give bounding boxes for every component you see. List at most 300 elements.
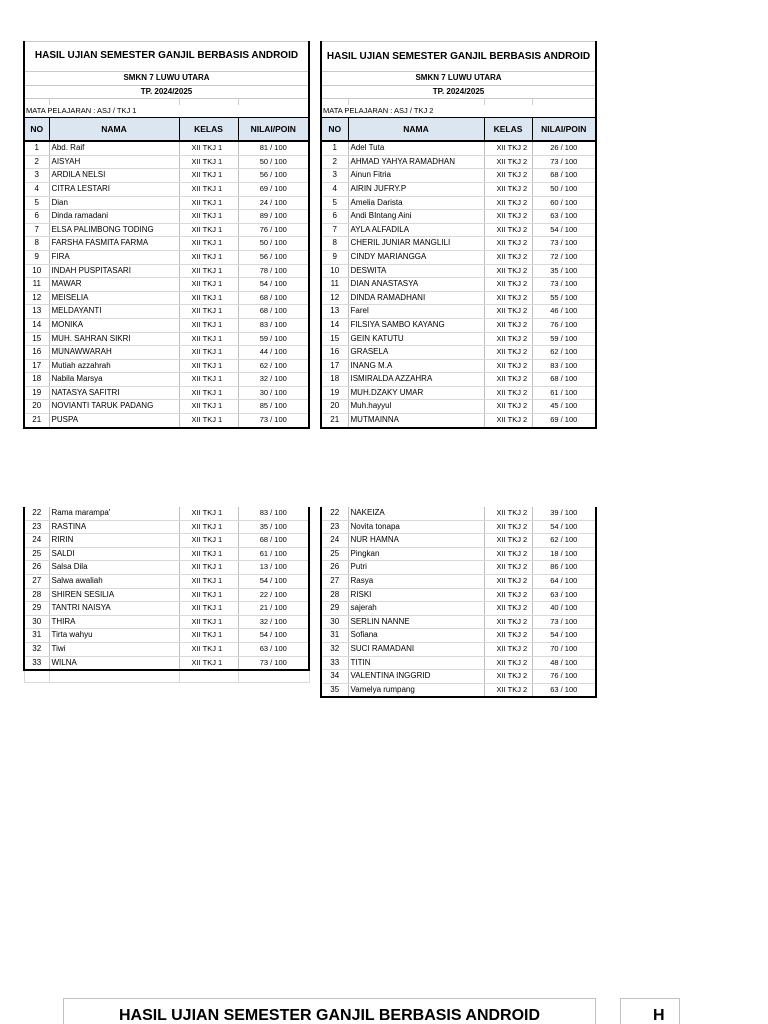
student-no: 4 [321,182,348,196]
student-class: XII TKJ 1 [179,169,238,183]
table-row [24,169,309,183]
student-class: XII TKJ 2 [484,629,532,643]
student-no: 21 [321,414,348,428]
student-score: 61 / 100 [532,386,596,400]
student-score: 85 / 100 [238,400,309,414]
student-name: FILSIYA SAMBO KAYANG [348,318,484,332]
student-no: 24 [321,534,348,548]
student-class: XII TKJ 1 [179,318,238,332]
student-no: 1 [24,141,49,155]
student-name: NOVIANTI TARUK PADANG [49,400,179,414]
student-name: ISMIRALDA AZZAHRA [348,373,484,387]
student-no: 4 [24,182,49,196]
student-name: Rasya [348,574,484,588]
student-no: 29 [24,602,49,616]
student-no: 7 [321,223,348,237]
student-name: SERLIN NANNE [348,615,484,629]
student-name: VALENTINA INGGRID [348,670,484,684]
table-row [24,291,309,305]
student-name: Nabila Marsya [49,373,179,387]
student-score: 69 / 100 [532,414,596,428]
subject-label: MATA PELAJARAN : ASJ / TKJ 1 [24,105,309,118]
student-no: 30 [321,615,348,629]
student-no: 35 [321,683,348,697]
table-row [24,400,309,414]
student-name: Adel Tuta [348,141,484,155]
student-class: XII TKJ 1 [179,305,238,319]
student-name: Ainun Fitria [348,169,484,183]
student-name: NAKEIZA [348,507,484,520]
student-name: Dinda ramadani [49,210,179,224]
student-score: 40 / 100 [532,602,596,616]
school-name: SMKN 7 LUWU UTARA [321,72,596,86]
student-no: 8 [321,237,348,251]
table-row [321,318,596,332]
student-no: 29 [321,602,348,616]
student-name: MELDAYANTI [49,305,179,319]
school-year: TP. 2024/2025 [321,85,596,99]
student-score: 63 / 100 [532,210,596,224]
student-name: INDAH PUSPITASARI [49,264,179,278]
student-class: XII TKJ 2 [484,250,532,264]
student-class: XII TKJ 1 [179,250,238,264]
student-score: 59 / 100 [238,332,309,346]
student-name: WILNA [49,656,179,670]
student-no: 11 [321,278,348,292]
student-name: MUNAWWARAH [49,346,179,360]
student-name: THIRA [49,615,179,629]
student-class: XII TKJ 2 [484,196,532,210]
student-class: XII TKJ 2 [484,615,532,629]
student-score: 63 / 100 [532,588,596,602]
table-row [321,373,596,387]
student-score: 73 / 100 [238,414,309,428]
student-class: XII TKJ 2 [484,602,532,616]
student-name: SUCI RAMADANI [348,642,484,656]
student-name: AHMAD YAHYA RAMADHAN [348,155,484,169]
table-row [24,210,309,224]
student-no: 22 [24,507,49,520]
student-no: 27 [24,574,49,588]
table-row [321,210,596,224]
table-row [321,615,596,629]
tkj2-table [320,41,597,429]
student-no: 33 [321,656,348,670]
student-class: XII TKJ 1 [179,520,238,534]
student-no: 34 [321,670,348,684]
table-row [24,574,309,588]
student-score: 72 / 100 [532,250,596,264]
student-class: XII TKJ 2 [484,169,532,183]
tkj1-table [23,41,310,429]
student-class: XII TKJ 1 [179,386,238,400]
student-name: Salsa Dila [49,561,179,575]
student-class: XII TKJ 1 [179,223,238,237]
student-class: XII TKJ 2 [484,346,532,360]
student-class: XII TKJ 2 [484,223,532,237]
student-no: 20 [24,400,49,414]
student-no: 23 [24,520,49,534]
student-no: 5 [24,196,49,210]
student-no: 22 [321,507,348,520]
student-score: 76 / 100 [238,223,309,237]
student-class: XII TKJ 2 [484,520,532,534]
student-name: TITIN [348,656,484,670]
student-name: Novita tonapa [348,520,484,534]
subject-label: MATA PELAJARAN : ASJ / TKJ 2 [321,105,596,118]
table-row [24,386,309,400]
table-row [24,373,309,387]
student-no: 20 [321,400,348,414]
table-row [24,602,309,616]
student-score: 69 / 100 [238,182,309,196]
tkj2-result-sheet [320,41,595,429]
tkj1-continued-sheet [23,507,308,683]
student-name: Dian [49,196,179,210]
student-class: XII TKJ 2 [484,656,532,670]
table-row [321,414,596,428]
table-row [24,615,309,629]
table-row [321,386,596,400]
student-score: 50 / 100 [238,237,309,251]
student-no: 13 [24,305,49,319]
student-score: 30 / 100 [238,386,309,400]
sheet-title: HASIL UJIAN SEMESTER GANJIL BERBASIS ANDROID [321,42,596,72]
student-score: 68 / 100 [532,169,596,183]
student-score: 62 / 100 [238,359,309,373]
school-year: TP. 2024/2025 [24,85,309,99]
sheet-title: HASIL UJIAN SEMESTER GANJIL BERBASIS ANDROID [24,42,309,72]
student-score: 73 / 100 [532,155,596,169]
student-class: XII TKJ 2 [484,574,532,588]
student-score: 56 / 100 [238,250,309,264]
header-kelas: KELAS [179,117,238,141]
table-row [321,155,596,169]
student-score: 73 / 100 [532,237,596,251]
student-class: XII TKJ 2 [484,332,532,346]
student-name: SHIREN SESILIA [49,588,179,602]
table-row [321,359,596,373]
student-no: 15 [321,332,348,346]
tkj2-continued-table [320,507,597,698]
table-row [321,141,596,155]
student-score: 62 / 100 [532,346,596,360]
table-row [321,683,596,697]
header-nilai: NILAI/POIN [532,117,596,141]
student-class: XII TKJ 2 [484,561,532,575]
student-class: XII TKJ 2 [484,507,532,520]
table-row [24,534,309,548]
student-class: XII TKJ 1 [179,291,238,305]
student-class: XII TKJ 1 [179,237,238,251]
student-score: 21 / 100 [238,602,309,616]
student-name: ARDILA NELSI [49,169,179,183]
student-score: 46 / 100 [532,305,596,319]
school-name: SMKN 7 LUWU UTARA [24,72,309,86]
student-score: 54 / 100 [532,629,596,643]
header-kelas: KELAS [484,117,532,141]
header-nama: NAMA [49,117,179,141]
student-no: 32 [321,642,348,656]
table-row [24,642,309,656]
table-row [321,656,596,670]
header-no: NO [24,117,49,141]
student-score: 50 / 100 [238,155,309,169]
student-name: Muh.hayyul [348,400,484,414]
table-row [321,169,596,183]
table-row [321,400,596,414]
student-score: 32 / 100 [238,373,309,387]
table-row [321,196,596,210]
student-class: XII TKJ 1 [179,182,238,196]
student-class: XII TKJ 1 [179,373,238,387]
student-class: XII TKJ 2 [484,373,532,387]
student-name: AYLA ALFADILA [348,223,484,237]
student-score: 78 / 100 [238,264,309,278]
student-no: 17 [24,359,49,373]
student-score: 54 / 100 [532,520,596,534]
table-row [321,291,596,305]
student-class: XII TKJ 1 [179,615,238,629]
table-row [321,602,596,616]
student-score: 63 / 100 [532,683,596,697]
table-row [24,507,309,520]
table-row [321,670,596,684]
student-score: 70 / 100 [532,642,596,656]
student-no: 9 [321,250,348,264]
next-page-title-fragment: H [620,998,680,1024]
student-score: 22 / 100 [238,588,309,602]
table-row [321,574,596,588]
student-name: Tirta wahyu [49,629,179,643]
table-row [321,346,596,360]
table-row [24,196,309,210]
student-score: 68 / 100 [532,373,596,387]
student-no: 26 [321,561,348,575]
student-score: 83 / 100 [238,318,309,332]
student-score: 68 / 100 [238,291,309,305]
student-class: XII TKJ 1 [179,588,238,602]
table-row [24,332,309,346]
table-row [24,318,309,332]
student-no: 25 [24,547,49,561]
student-no: 31 [321,629,348,643]
tkj2-continued-sheet [320,507,595,698]
student-class: XII TKJ 1 [179,629,238,643]
student-class: XII TKJ 1 [179,602,238,616]
table-row [321,547,596,561]
table-row [321,223,596,237]
student-name: AISYAH [49,155,179,169]
header-no: NO [321,117,348,141]
student-name: Tiwi [49,642,179,656]
student-score: 68 / 100 [238,534,309,548]
student-name: MAWAR [49,278,179,292]
student-name: GEIN KATUTU [348,332,484,346]
student-no: 28 [321,588,348,602]
student-class: XII TKJ 2 [484,642,532,656]
table-row [321,642,596,656]
student-no: 10 [24,264,49,278]
student-no: 14 [321,318,348,332]
student-name: RIRIN [49,534,179,548]
student-name: FIRA [49,250,179,264]
student-class: XII TKJ 2 [484,182,532,196]
student-class: XII TKJ 2 [484,400,532,414]
student-class: XII TKJ 2 [484,141,532,155]
student-no: 10 [321,264,348,278]
student-no: 15 [24,332,49,346]
student-score: 76 / 100 [532,670,596,684]
table-row [321,182,596,196]
student-name: RASTINA [49,520,179,534]
student-score: 45 / 100 [532,400,596,414]
student-no: 17 [321,359,348,373]
table-row [321,250,596,264]
student-no: 32 [24,642,49,656]
student-score: 48 / 100 [532,656,596,670]
table-row [24,155,309,169]
student-class: XII TKJ 2 [484,305,532,319]
student-no: 1 [321,141,348,155]
student-no: 5 [321,196,348,210]
student-class: XII TKJ 1 [179,507,238,520]
student-score: 35 / 100 [238,520,309,534]
student-no: 14 [24,318,49,332]
tkj1-continued-table [23,507,310,683]
student-score: 63 / 100 [238,642,309,656]
student-name: CHERIL JUNIAR MANGLILI [348,237,484,251]
table-row [24,414,309,428]
student-name: Amelia Darista [348,196,484,210]
student-class: XII TKJ 2 [484,588,532,602]
table-row [321,237,596,251]
student-score: 18 / 100 [532,547,596,561]
student-name: MUH.DZAKY UMAR [348,386,484,400]
student-no: 19 [321,386,348,400]
student-score: 60 / 100 [532,196,596,210]
table-row [24,561,309,575]
student-no: 18 [24,373,49,387]
student-score: 54 / 100 [532,223,596,237]
student-score: 73 / 100 [238,656,309,670]
student-score: 86 / 100 [532,561,596,575]
student-score: 68 / 100 [238,305,309,319]
student-name: NATASYA SAFITRI [49,386,179,400]
student-class: XII TKJ 2 [484,264,532,278]
student-score: 89 / 100 [238,210,309,224]
student-name: MEISELIA [49,291,179,305]
student-no: 28 [24,588,49,602]
student-name: Pingkan [348,547,484,561]
student-name: SALDI [49,547,179,561]
student-score: 62 / 100 [532,534,596,548]
table-row [24,547,309,561]
student-score: 13 / 100 [238,561,309,575]
table-row [321,588,596,602]
student-class: XII TKJ 2 [484,291,532,305]
student-class: XII TKJ 2 [484,683,532,697]
student-no: 23 [321,520,348,534]
student-name: INANG M.A [348,359,484,373]
student-class: XII TKJ 1 [179,155,238,169]
table-row [24,182,309,196]
table-row [24,656,309,670]
header-nilai: NILAI/POIN [238,117,309,141]
student-score: 44 / 100 [238,346,309,360]
student-score: 32 / 100 [238,615,309,629]
table-row [24,629,309,643]
student-no: 31 [24,629,49,643]
student-class: XII TKJ 1 [179,656,238,670]
student-class: XII TKJ 1 [179,400,238,414]
student-class: XII TKJ 1 [179,642,238,656]
student-name: ELSA PALIMBONG TODING [49,223,179,237]
student-no: 12 [24,291,49,305]
student-no: 2 [321,155,348,169]
student-no: 3 [321,169,348,183]
student-name: MUTMAINNA [348,414,484,428]
student-name: sajerah [348,602,484,616]
student-name: Mutiah azzahrah [49,359,179,373]
student-name: TANTRI NAISYA [49,602,179,616]
student-name: Abd. Raif [49,141,179,155]
table-row [24,141,309,155]
table-row [24,359,309,373]
student-name: DIAN ANASTASYA [348,278,484,292]
student-score: 56 / 100 [238,169,309,183]
student-class: XII TKJ 1 [179,547,238,561]
table-row [24,520,309,534]
student-class: XII TKJ 1 [179,196,238,210]
student-class: XII TKJ 2 [484,210,532,224]
student-class: XII TKJ 2 [484,534,532,548]
table-row [24,264,309,278]
student-score: 54 / 100 [238,278,309,292]
student-class: XII TKJ 1 [179,278,238,292]
student-score: 83 / 100 [238,507,309,520]
student-name: Farel [348,305,484,319]
header-nama: NAMA [348,117,484,141]
student-name: CINDY MARIANGGA [348,250,484,264]
student-score: 81 / 100 [238,141,309,155]
empty-row [24,670,309,683]
student-no: 16 [321,346,348,360]
student-class: XII TKJ 1 [179,332,238,346]
table-row [24,250,309,264]
table-row [321,332,596,346]
student-no: 30 [24,615,49,629]
table-row [24,237,309,251]
student-name: Andi BIntang Aini [348,210,484,224]
student-score: 24 / 100 [238,196,309,210]
table-row [321,278,596,292]
student-class: XII TKJ 1 [179,264,238,278]
student-score: 35 / 100 [532,264,596,278]
student-class: XII TKJ 2 [484,318,532,332]
student-score: 54 / 100 [238,574,309,588]
table-row [321,507,596,520]
student-score: 83 / 100 [532,359,596,373]
student-class: XII TKJ 1 [179,414,238,428]
student-name: Vamelya rumpang [348,683,484,697]
student-no: 2 [24,155,49,169]
student-score: 73 / 100 [532,615,596,629]
student-no: 26 [24,561,49,575]
student-no: 24 [24,534,49,548]
student-class: XII TKJ 2 [484,155,532,169]
student-name: NUR HAMNA [348,534,484,548]
